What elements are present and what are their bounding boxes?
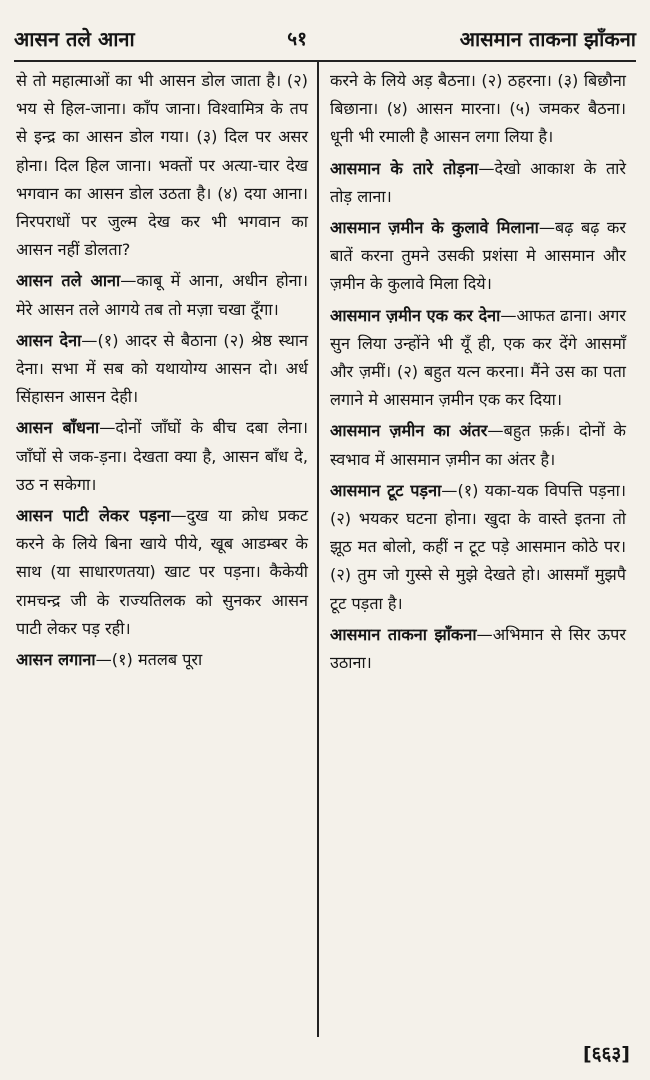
entry-headword: आसमान ज़मीन एक कर देना: [330, 305, 501, 325]
entry-definition: —(१) मतलब पूरा: [95, 650, 203, 670]
right-column: [330, 67, 626, 680]
entry-definition: —दुख या क्रोध प्रकट करने के लिये बिना खाये पीये, खूब आडम्बर के साथ (या साधारणतया) खाट पर पड़ना। कैकेयी रामचन्द्र जी के राज्यतिलक को सुनकर आसन पाटी लेकर पड़ रही।: [16, 506, 308, 638]
left-column: [16, 67, 308, 677]
entry-headword: आसमान ताकना झाँकना: [330, 624, 477, 644]
header-page-number: ५१: [287, 28, 308, 50]
column-divider: [317, 62, 319, 1037]
entry: [16, 327, 308, 412]
entry-definition: —अभिमान से सिर ऊपर उठाना।: [330, 624, 626, 673]
header-right-guideword: आसमान ताकना झाँकना: [459, 26, 636, 51]
entry: [16, 502, 308, 643]
entry-headword: आसन तले आना: [16, 271, 121, 291]
entry: [330, 302, 626, 415]
entry-definition: —दोनों जाँघों के बीच दबा लेना। जाँघों से जक-ड़ना। देखता क्या है, आसन बाँध दे, उठ न सकेगा।: [16, 418, 308, 494]
entry-definition: —(१) यका-यक विपत्ति पड़ना। (२) भयकर घटना होना। खुदा के वास्ते इतना तो झूठ मत बोलो, कहीं न टूट पड़े आसमान कोठे पर। (२) तुम जो गुस्से से मुझे देखते हो। आसमाँ मुझपै टूट पड़ता है।: [330, 480, 626, 613]
entry-definition: से तो महात्माओं का भी आसन डोल जाता है। (२) भय से हिल-जाना। काँप जाना। विश्वामित्र के तप से इन्द्र का आसन डोल गया। (३) दिल पर असर होना। दिल हिल जाना। भक्तों पर अत्या-चार देख भगवान का आसन डोल उठता है। (४) दया आना। निरपराधों पर जुल्म देख कर भी भगवान का आसन नहीं डोलता?: [16, 71, 308, 260]
entry-definition: —बढ़ बढ़ कर बातें करना तुमने उसकी प्रशंसा मे आसमान और ज़मीन के कुलावे मिला दिये।: [330, 218, 626, 294]
entry-headword: आसन लगाना: [16, 650, 96, 670]
entry-definition: —बहुत फ़र्क़। दोनों के स्वभाव में आसमान ज़मीन का अंतर है।: [330, 421, 626, 469]
entry: [330, 67, 626, 152]
entry-definition: —देखो आकाश के तारे तोड़ लाना।: [330, 158, 626, 206]
entry: [330, 417, 626, 473]
entry-headword: आसमान ज़मीन का अंतर: [330, 421, 488, 441]
entry-definition: —काबू में आना, अधीन होना। मेरे आसन तले आगये तब तो मज़ा चखा दूँगा।: [16, 271, 308, 319]
entry-definition: करने के लिये अड़ बैठना। (२) ठहरना। (३) बिछौना बिछाना। (४) आसन मारना। (५) जमकर बैठना। धूनी भी रमाली है आसन लगा लिया है।: [330, 71, 626, 147]
entry: [330, 155, 626, 211]
entry: [16, 267, 308, 323]
page-header: [14, 16, 636, 60]
entry-headword: आसन पाटी लेकर पड़ना: [16, 506, 171, 526]
entry: [16, 414, 308, 499]
footer-page-code: [६६३]: [582, 1043, 630, 1065]
entry-headword: आसमान के तारे तोड़ना: [330, 158, 479, 178]
entry-definition: —(१) आदर से बैठाना (२) श्रेष्ठ स्थान देना। सभा में सब को यथायोग्य आसन दो। अर्ध सिंहासन आसन देही।: [16, 330, 308, 407]
header-left-guideword: आसन तले आना: [14, 26, 135, 51]
entry: [330, 621, 626, 677]
entry-definition: —आफत ढाना। अगर सुन लिया उन्होंने भी यूँ ही, एक कर देंगे आसमाँ और ज़मीं। (२) बहुत यत्न करना। मैंने उस का पता लगाने मे आसमान ज़मीन एक कर दिया।: [330, 305, 627, 410]
entry: [16, 67, 308, 264]
entry-headword: आसन देना: [16, 330, 82, 350]
header-rule: [14, 60, 636, 62]
entry: [16, 646, 308, 674]
entry: [330, 477, 626, 618]
entry-headword: आसन बाँधना: [16, 418, 100, 438]
entry-headword: आसमान ज़मीन के कुलावे मिलाना: [330, 218, 539, 238]
entry: [330, 214, 626, 299]
entry-headword: आसमान टूट पड़ना: [330, 480, 442, 500]
